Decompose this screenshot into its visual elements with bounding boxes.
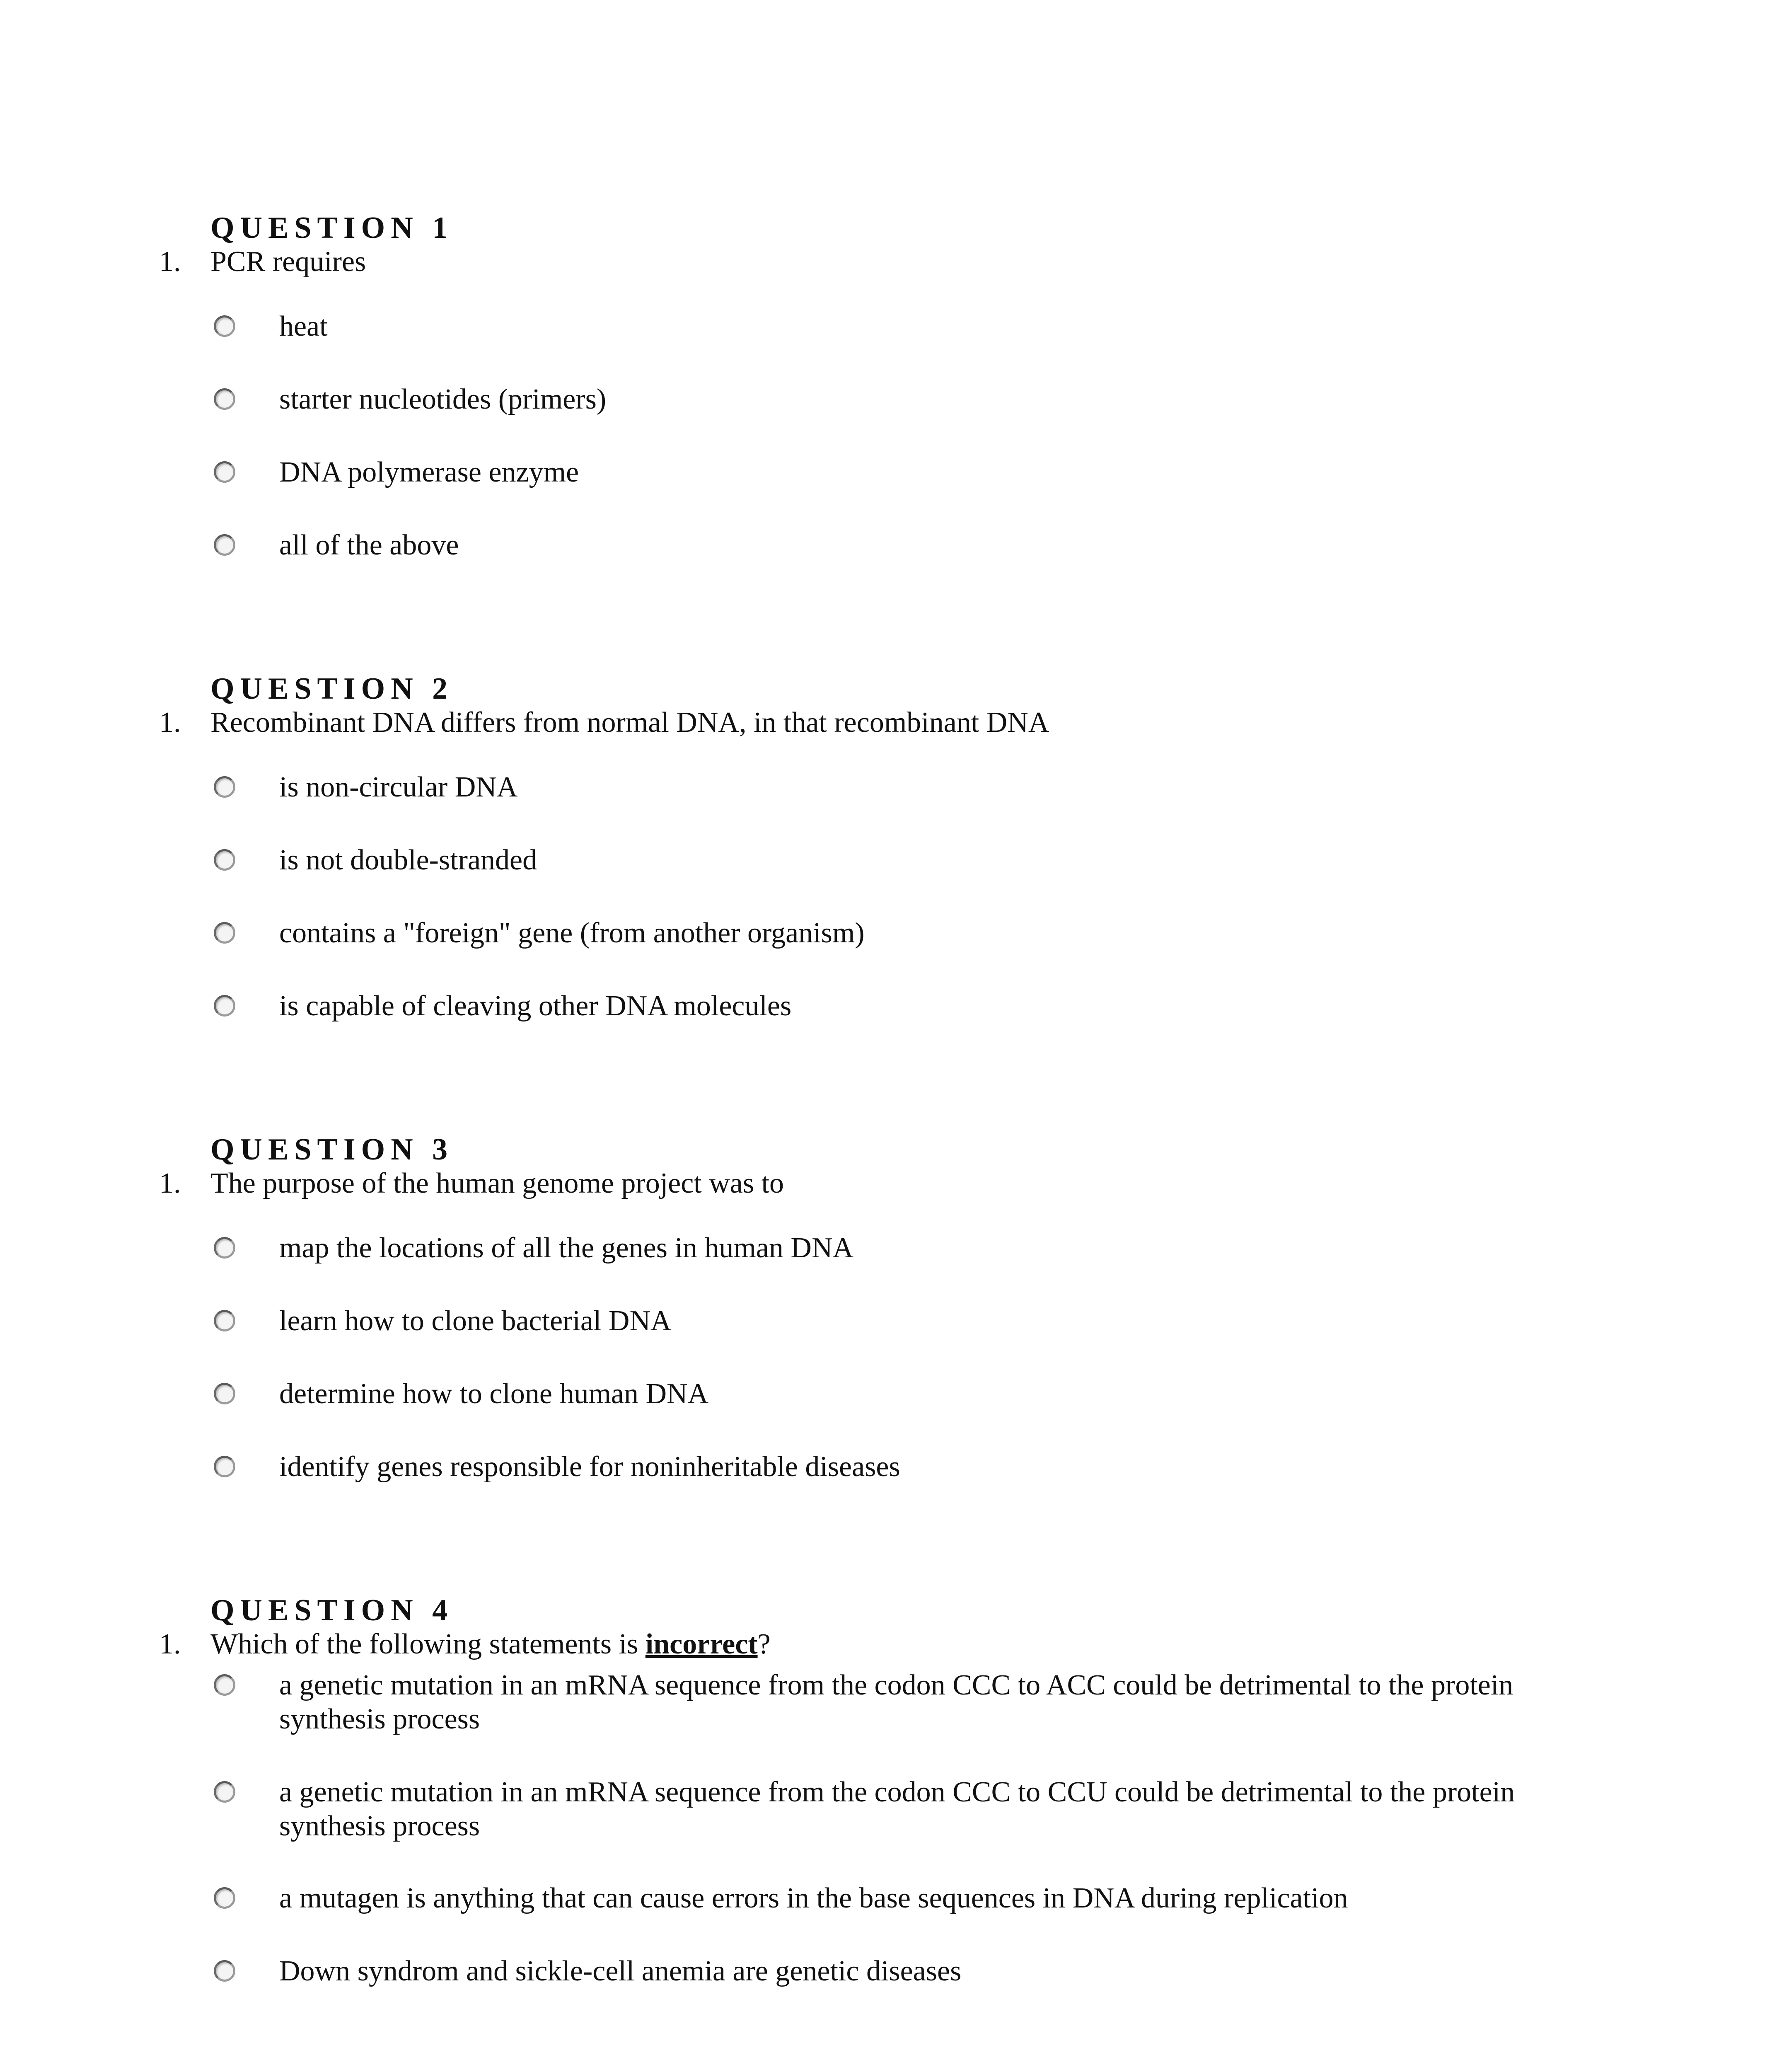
radio-button[interactable] [214, 534, 235, 556]
question-text [210, 1628, 771, 1661]
option-label: a mutagen is anything that can cause errors in the base sequences in DNA during replication [279, 1882, 1348, 1914]
option-label: starter nucleotides (primers) [279, 383, 607, 415]
question-heading: QUESTION 2 [210, 672, 454, 706]
option-label: DNA polymerase enzyme [279, 456, 579, 488]
question-heading: QUESTION 1 [210, 211, 454, 245]
option-label: a genetic mutation in an mRNA sequence from the codon CCC to CCU could be detrimental to the protein synthesis process [279, 1776, 1515, 1842]
radio-button[interactable] [214, 1674, 235, 1696]
option-label: determine how to clone human DNA [279, 1378, 709, 1410]
radio-button[interactable] [214, 315, 235, 337]
question-number: 1. [159, 246, 181, 278]
radio-button[interactable] [214, 849, 235, 871]
radio-button[interactable] [214, 776, 235, 798]
question-text: Recombinant DNA differs from normal DNA, in that recombinant DNA [210, 707, 1049, 738]
radio-button[interactable] [214, 388, 235, 410]
question-text-end: ? [757, 1628, 771, 1660]
radio-button[interactable] [214, 1237, 235, 1259]
question-number: 1. [159, 1628, 181, 1660]
option-label: map the locations of all the genes in human DNA [279, 1232, 854, 1264]
question-text-start: Which of the following statements is [210, 1628, 645, 1660]
question-number: 1. [159, 1167, 181, 1199]
question-heading: QUESTION 3 [210, 1133, 454, 1167]
radio-button[interactable] [214, 1960, 235, 1982]
question-heading: QUESTION 4 [210, 1593, 454, 1627]
radio-button[interactable] [214, 995, 235, 1017]
emphasis-word: incorrect [645, 1628, 758, 1660]
option-label: contains a "foreign" gene (from another organism) [279, 917, 865, 949]
radio-button[interactable] [214, 1383, 235, 1404]
radio-button[interactable] [214, 1456, 235, 1477]
option-label: heat [279, 310, 328, 342]
option-label: learn how to clone bacterial DNA [279, 1305, 672, 1337]
option-label: is non-circular DNA [279, 771, 518, 803]
option-label: is not double-stranded [279, 844, 537, 876]
question-text: PCR requires [210, 246, 366, 278]
option-label: all of the above [279, 529, 459, 561]
question-number: 1. [159, 707, 181, 738]
radio-button[interactable] [214, 461, 235, 483]
question-text: The purpose of the human genome project was to [210, 1167, 784, 1199]
radio-button[interactable] [214, 1887, 235, 1909]
option-label: is capable of cleaving other DNA molecules [279, 990, 792, 1022]
radio-button[interactable] [214, 922, 235, 944]
radio-button[interactable] [214, 1781, 235, 1803]
radio-button[interactable] [214, 1310, 235, 1331]
option-label: Down syndrom and sickle-cell anemia are genetic diseases [279, 1955, 962, 1987]
option-label: identify genes responsible for noninheritable diseases [279, 1451, 900, 1483]
option-label: a genetic mutation in an mRNA sequence from the codon CCC to ACC could be detrimental to the protein synthesis process [279, 1669, 1513, 1735]
